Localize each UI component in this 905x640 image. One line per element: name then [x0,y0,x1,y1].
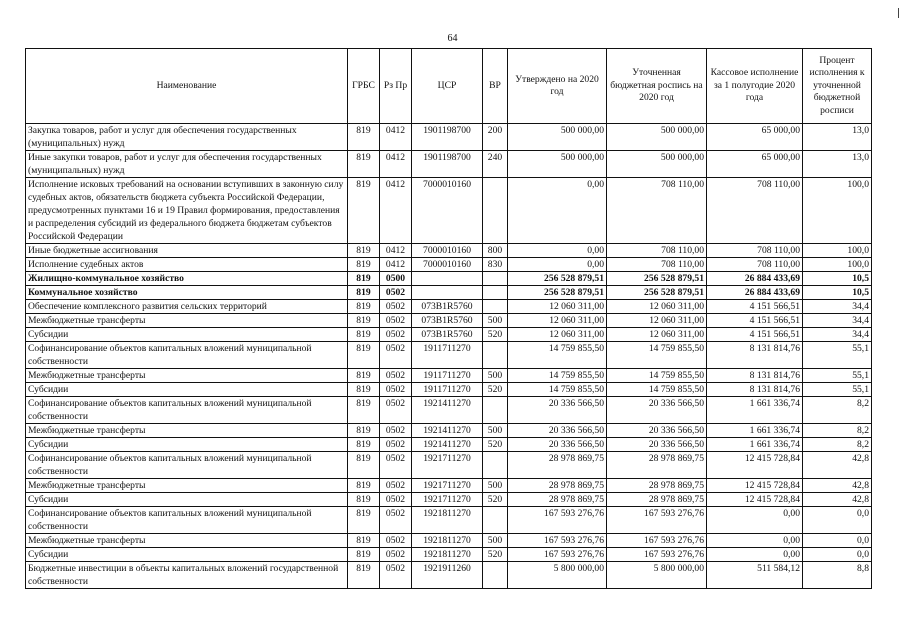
cell-clarified: 20 336 566,50 [607,424,707,438]
cell-name: Софинансирование объектов капитальных вложений муниципальной собственности [26,452,348,479]
table-row [26,300,872,314]
table-row [26,452,872,479]
table-row [26,342,872,369]
table-row [26,178,872,244]
cell-cash: 708 110,00 [707,178,803,244]
cell-grbs: 819 [348,258,380,272]
cell-cash: 26 884 433,69 [707,272,803,286]
table-row [26,314,872,328]
cell-rz: 0502 [380,383,412,397]
cell-csr: 7000010160 [412,178,483,244]
cell-clarified: 20 336 566,50 [607,438,707,452]
cell-vr [483,562,508,589]
cell-clarified: 14 759 855,50 [607,342,707,369]
cell-vr [483,272,508,286]
cell-rz: 0412 [380,244,412,258]
cell-csr: 7000010160 [412,258,483,272]
cell-approved: 0,00 [508,258,607,272]
cell-percent: 55,1 [803,369,872,383]
cell-cash: 8 131 814,76 [707,369,803,383]
cell-clarified: 500 000,00 [607,151,707,178]
cell-approved: 12 060 311,00 [508,300,607,314]
cell-csr: 073B1R5760 [412,314,483,328]
cell-grbs: 819 [348,438,380,452]
cell-approved: 12 060 311,00 [508,314,607,328]
cell-percent: 8,8 [803,562,872,589]
cell-csr: 1921811270 [412,548,483,562]
cell-cash: 65 000,00 [707,151,803,178]
cell-rz: 0502 [380,369,412,383]
cell-approved: 167 593 276,76 [508,548,607,562]
cell-cash: 12 415 728,84 [707,452,803,479]
cell-clarified: 12 060 311,00 [607,314,707,328]
cell-grbs: 819 [348,548,380,562]
cell-name: Бюджетные инвестиции в объекты капитальных вложений государственной собственности [26,562,348,589]
table-row [26,507,872,534]
cell-percent: 100,0 [803,258,872,272]
cell-clarified: 28 978 869,75 [607,479,707,493]
cell-csr [412,286,483,300]
cell-approved: 167 593 276,76 [508,534,607,548]
cell-clarified: 500 000,00 [607,124,707,151]
header-clarified: Уточненная бюджетная роспись на 2020 год [607,49,707,124]
cell-rz: 0502 [380,534,412,548]
cell-cash: 1 661 336,74 [707,397,803,424]
cell-grbs: 819 [348,562,380,589]
cell-name: Софинансирование объектов капитальных вложений муниципальной собственности [26,342,348,369]
cell-percent: 42,8 [803,479,872,493]
cell-percent: 0,0 [803,548,872,562]
table-row [26,424,872,438]
cell-grbs: 819 [348,369,380,383]
cell-grbs: 819 [348,452,380,479]
header-vr: ВР [483,49,508,124]
cell-clarified: 28 978 869,75 [607,493,707,507]
cell-csr: 1921711270 [412,479,483,493]
cell-csr [412,272,483,286]
cell-grbs: 819 [348,328,380,342]
table-row [26,369,872,383]
cell-csr: 1911711270 [412,383,483,397]
cell-approved: 256 528 879,51 [508,286,607,300]
cell-vr [483,300,508,314]
cell-cash: 12 415 728,84 [707,479,803,493]
cell-rz: 0412 [380,178,412,244]
cell-clarified: 708 110,00 [607,258,707,272]
cell-cash: 65 000,00 [707,124,803,151]
cell-grbs: 819 [348,493,380,507]
cell-csr: 1921411270 [412,397,483,424]
cell-vr [483,397,508,424]
cell-percent: 34,4 [803,314,872,328]
cell-approved: 14 759 855,50 [508,342,607,369]
cell-percent: 0,0 [803,507,872,534]
cell-csr: 7000010160 [412,244,483,258]
cell-cash: 4 151 566,51 [707,314,803,328]
cell-name: Межбюджетные трансферты [26,314,348,328]
cell-vr: 520 [483,438,508,452]
cell-rz: 0502 [380,314,412,328]
cell-percent: 0,0 [803,534,872,548]
cell-rz: 0502 [380,562,412,589]
cell-clarified: 5 800 000,00 [607,562,707,589]
cell-grbs: 819 [348,342,380,369]
table-row [26,383,872,397]
cell-approved: 20 336 566,50 [508,397,607,424]
cell-csr: 1921811270 [412,534,483,548]
table-row [26,438,872,452]
cell-clarified: 256 528 879,51 [607,272,707,286]
cell-percent: 42,8 [803,452,872,479]
cell-csr: 073B1R5760 [412,300,483,314]
cell-name: Софинансирование объектов капитальных вложений муниципальной собственности [26,397,348,424]
header-rz: Рз Пр [380,49,412,124]
cell-csr: 1921411270 [412,424,483,438]
cell-clarified: 14 759 855,50 [607,383,707,397]
cell-rz: 0412 [380,258,412,272]
table-row [26,397,872,424]
cell-vr: 500 [483,369,508,383]
cell-name: Межбюджетные трансферты [26,479,348,493]
cell-grbs: 819 [348,314,380,328]
cell-csr: 1921411270 [412,438,483,452]
cell-rz: 0502 [380,300,412,314]
cell-vr: 240 [483,151,508,178]
cell-approved: 12 060 311,00 [508,328,607,342]
cell-clarified: 167 593 276,76 [607,548,707,562]
cell-name: Софинансирование объектов капитальных вложений муниципальной собственности [26,507,348,534]
cell-approved: 20 336 566,50 [508,424,607,438]
cell-rz: 0502 [380,424,412,438]
table-row [26,328,872,342]
cell-approved: 0,00 [508,244,607,258]
cell-cash: 0,00 [707,507,803,534]
cell-rz: 0502 [380,479,412,493]
cell-name: Субсидии [26,548,348,562]
cell-grbs: 819 [348,479,380,493]
cell-name: Субсидии [26,493,348,507]
budget-table [25,48,872,589]
table-row [26,258,872,272]
cell-clarified: 14 759 855,50 [607,369,707,383]
cell-percent: 8,2 [803,397,872,424]
cell-clarified: 167 593 276,76 [607,507,707,534]
cell-cash: 0,00 [707,534,803,548]
cell-name: Субсидии [26,383,348,397]
cell-vr: 520 [483,493,508,507]
table-row [26,272,872,286]
cell-grbs: 819 [348,272,380,286]
cell-approved: 14 759 855,50 [508,383,607,397]
cell-vr [483,286,508,300]
header-cash: Кассовое исполнение за 1 полугодие 2020 года [707,49,803,124]
cell-cash: 8 131 814,76 [707,342,803,369]
cell-cash: 12 415 728,84 [707,493,803,507]
table-row [26,151,872,178]
cell-name: Субсидии [26,438,348,452]
cell-clarified: 708 110,00 [607,178,707,244]
cell-vr: 200 [483,124,508,151]
cell-csr: 1911711270 [412,342,483,369]
table-row [26,562,872,589]
cell-vr: 800 [483,244,508,258]
cell-grbs: 819 [348,300,380,314]
cell-grbs: 819 [348,244,380,258]
cell-percent: 13,0 [803,124,872,151]
cell-cash: 1 661 336,74 [707,424,803,438]
cell-name: Межбюджетные трансферты [26,369,348,383]
cell-cash: 26 884 433,69 [707,286,803,300]
cell-grbs: 819 [348,534,380,548]
cell-rz: 0502 [380,507,412,534]
cell-percent: 100,0 [803,244,872,258]
cell-clarified: 256 528 879,51 [607,286,707,300]
cell-grbs: 819 [348,397,380,424]
cell-clarified: 708 110,00 [607,244,707,258]
cell-cash: 4 151 566,51 [707,328,803,342]
cell-cash: 8 131 814,76 [707,383,803,397]
cell-csr: 1921711270 [412,452,483,479]
table-row [26,479,872,493]
table-row [26,124,872,151]
cell-cash: 1 661 336,74 [707,438,803,452]
cell-percent: 55,1 [803,342,872,369]
cell-vr [483,452,508,479]
cell-vr: 500 [483,314,508,328]
cell-grbs: 819 [348,383,380,397]
cell-approved: 256 528 879,51 [508,272,607,286]
cell-percent: 55,1 [803,383,872,397]
cell-rz: 0502 [380,452,412,479]
cell-approved: 28 978 869,75 [508,452,607,479]
page-number: 64 [447,33,458,44]
cell-name: Закупка товаров, работ и услуг для обеспечения государственных (муниципальных) нужд [26,124,348,151]
cell-name: Исполнение судебных актов [26,258,348,272]
cell-grbs: 819 [348,151,380,178]
cell-vr [483,507,508,534]
cell-vr: 500 [483,534,508,548]
cell-vr: 500 [483,479,508,493]
cell-name: Жилищно-коммунальное хозяйство [26,272,348,286]
header-csr: ЦСР [412,49,483,124]
cell-rz: 0502 [380,328,412,342]
table-row [26,493,872,507]
cell-grbs: 819 [348,424,380,438]
cell-name: Субсидии [26,328,348,342]
cell-vr: 500 [483,424,508,438]
cell-approved: 500 000,00 [508,151,607,178]
cell-vr: 520 [483,548,508,562]
cell-name: Обеспечение комплексного развития сельских территорий [26,300,348,314]
cell-csr: 1901198700 [412,151,483,178]
cell-cash: 511 584,12 [707,562,803,589]
cell-percent: 13,0 [803,151,872,178]
cell-vr [483,342,508,369]
cell-rz: 0502 [380,548,412,562]
cell-clarified: 20 336 566,50 [607,397,707,424]
cell-approved: 28 978 869,75 [508,479,607,493]
cell-csr: 1921711270 [412,493,483,507]
cell-percent: 34,4 [803,328,872,342]
cell-name: Исполнение исковых требований на основании вступивших в законную силу судебных актов, обязательств бюджета субъекта Российской Федерации, предусмотренных пунктами 16 и 19 Правил формирования, предоставления и распределения субсидий из федерального бюджета бюджетам субъектов Российской Федерации [26,178,348,244]
cell-cash: 0,00 [707,548,803,562]
cell-grbs: 819 [348,286,380,300]
cell-rz: 0502 [380,438,412,452]
cell-vr: 830 [483,258,508,272]
cell-cash: 708 110,00 [707,244,803,258]
cell-rz: 0500 [380,272,412,286]
cell-name: Коммунальное хозяйство [26,286,348,300]
cell-grbs: 819 [348,178,380,244]
table-row [26,244,872,258]
cell-rz: 0412 [380,124,412,151]
table-row [26,286,872,300]
table-row [26,534,872,548]
cell-grbs: 819 [348,124,380,151]
cell-approved: 14 759 855,50 [508,369,607,383]
cell-name: Межбюджетные трансферты [26,424,348,438]
cell-percent: 10,5 [803,286,872,300]
cell-cash: 708 110,00 [707,258,803,272]
cell-csr: 1921811270 [412,507,483,534]
cell-clarified: 12 060 311,00 [607,300,707,314]
cell-percent: 34,4 [803,300,872,314]
cell-percent: 8,2 [803,438,872,452]
cell-name: Иные закупки товаров, работ и услуг для обеспечения государственных (муниципальных) нужд [26,151,348,178]
cell-approved: 20 336 566,50 [508,438,607,452]
header-approved: Утверждено на 2020 год [508,49,607,124]
cell-percent: 42,8 [803,493,872,507]
cell-csr: 1911711270 [412,369,483,383]
cell-csr: 1901198700 [412,124,483,151]
cell-rz: 0502 [380,493,412,507]
cell-csr: 1921911260 [412,562,483,589]
cell-percent: 100,0 [803,178,872,244]
cell-clarified: 28 978 869,75 [607,452,707,479]
cell-approved: 5 800 000,00 [508,562,607,589]
header-grbs: ГРБС [348,49,380,124]
cell-clarified: 167 593 276,76 [607,534,707,548]
cell-vr: 520 [483,328,508,342]
header-name: Наименование [26,49,348,124]
cell-approved: 167 593 276,76 [508,507,607,534]
cell-approved: 0,00 [508,178,607,244]
cell-rz: 0412 [380,151,412,178]
corner-mark [898,8,899,18]
cell-vr [483,178,508,244]
cell-percent: 10,5 [803,272,872,286]
cell-rz: 0502 [380,397,412,424]
cell-vr: 520 [483,383,508,397]
header-percent: Процент исполнения к уточненной бюджетной росписи [803,49,872,124]
cell-csr: 073B1R5760 [412,328,483,342]
cell-grbs: 819 [348,507,380,534]
cell-cash: 4 151 566,51 [707,300,803,314]
cell-rz: 0502 [380,286,412,300]
table-header [26,49,872,124]
cell-approved: 500 000,00 [508,124,607,151]
table-body [26,124,872,589]
cell-clarified: 12 060 311,00 [607,328,707,342]
cell-percent: 8,2 [803,424,872,438]
cell-name: Иные бюджетные ассигнования [26,244,348,258]
table-row [26,548,872,562]
cell-rz: 0502 [380,342,412,369]
cell-name: Межбюджетные трансферты [26,534,348,548]
cell-approved: 28 978 869,75 [508,493,607,507]
